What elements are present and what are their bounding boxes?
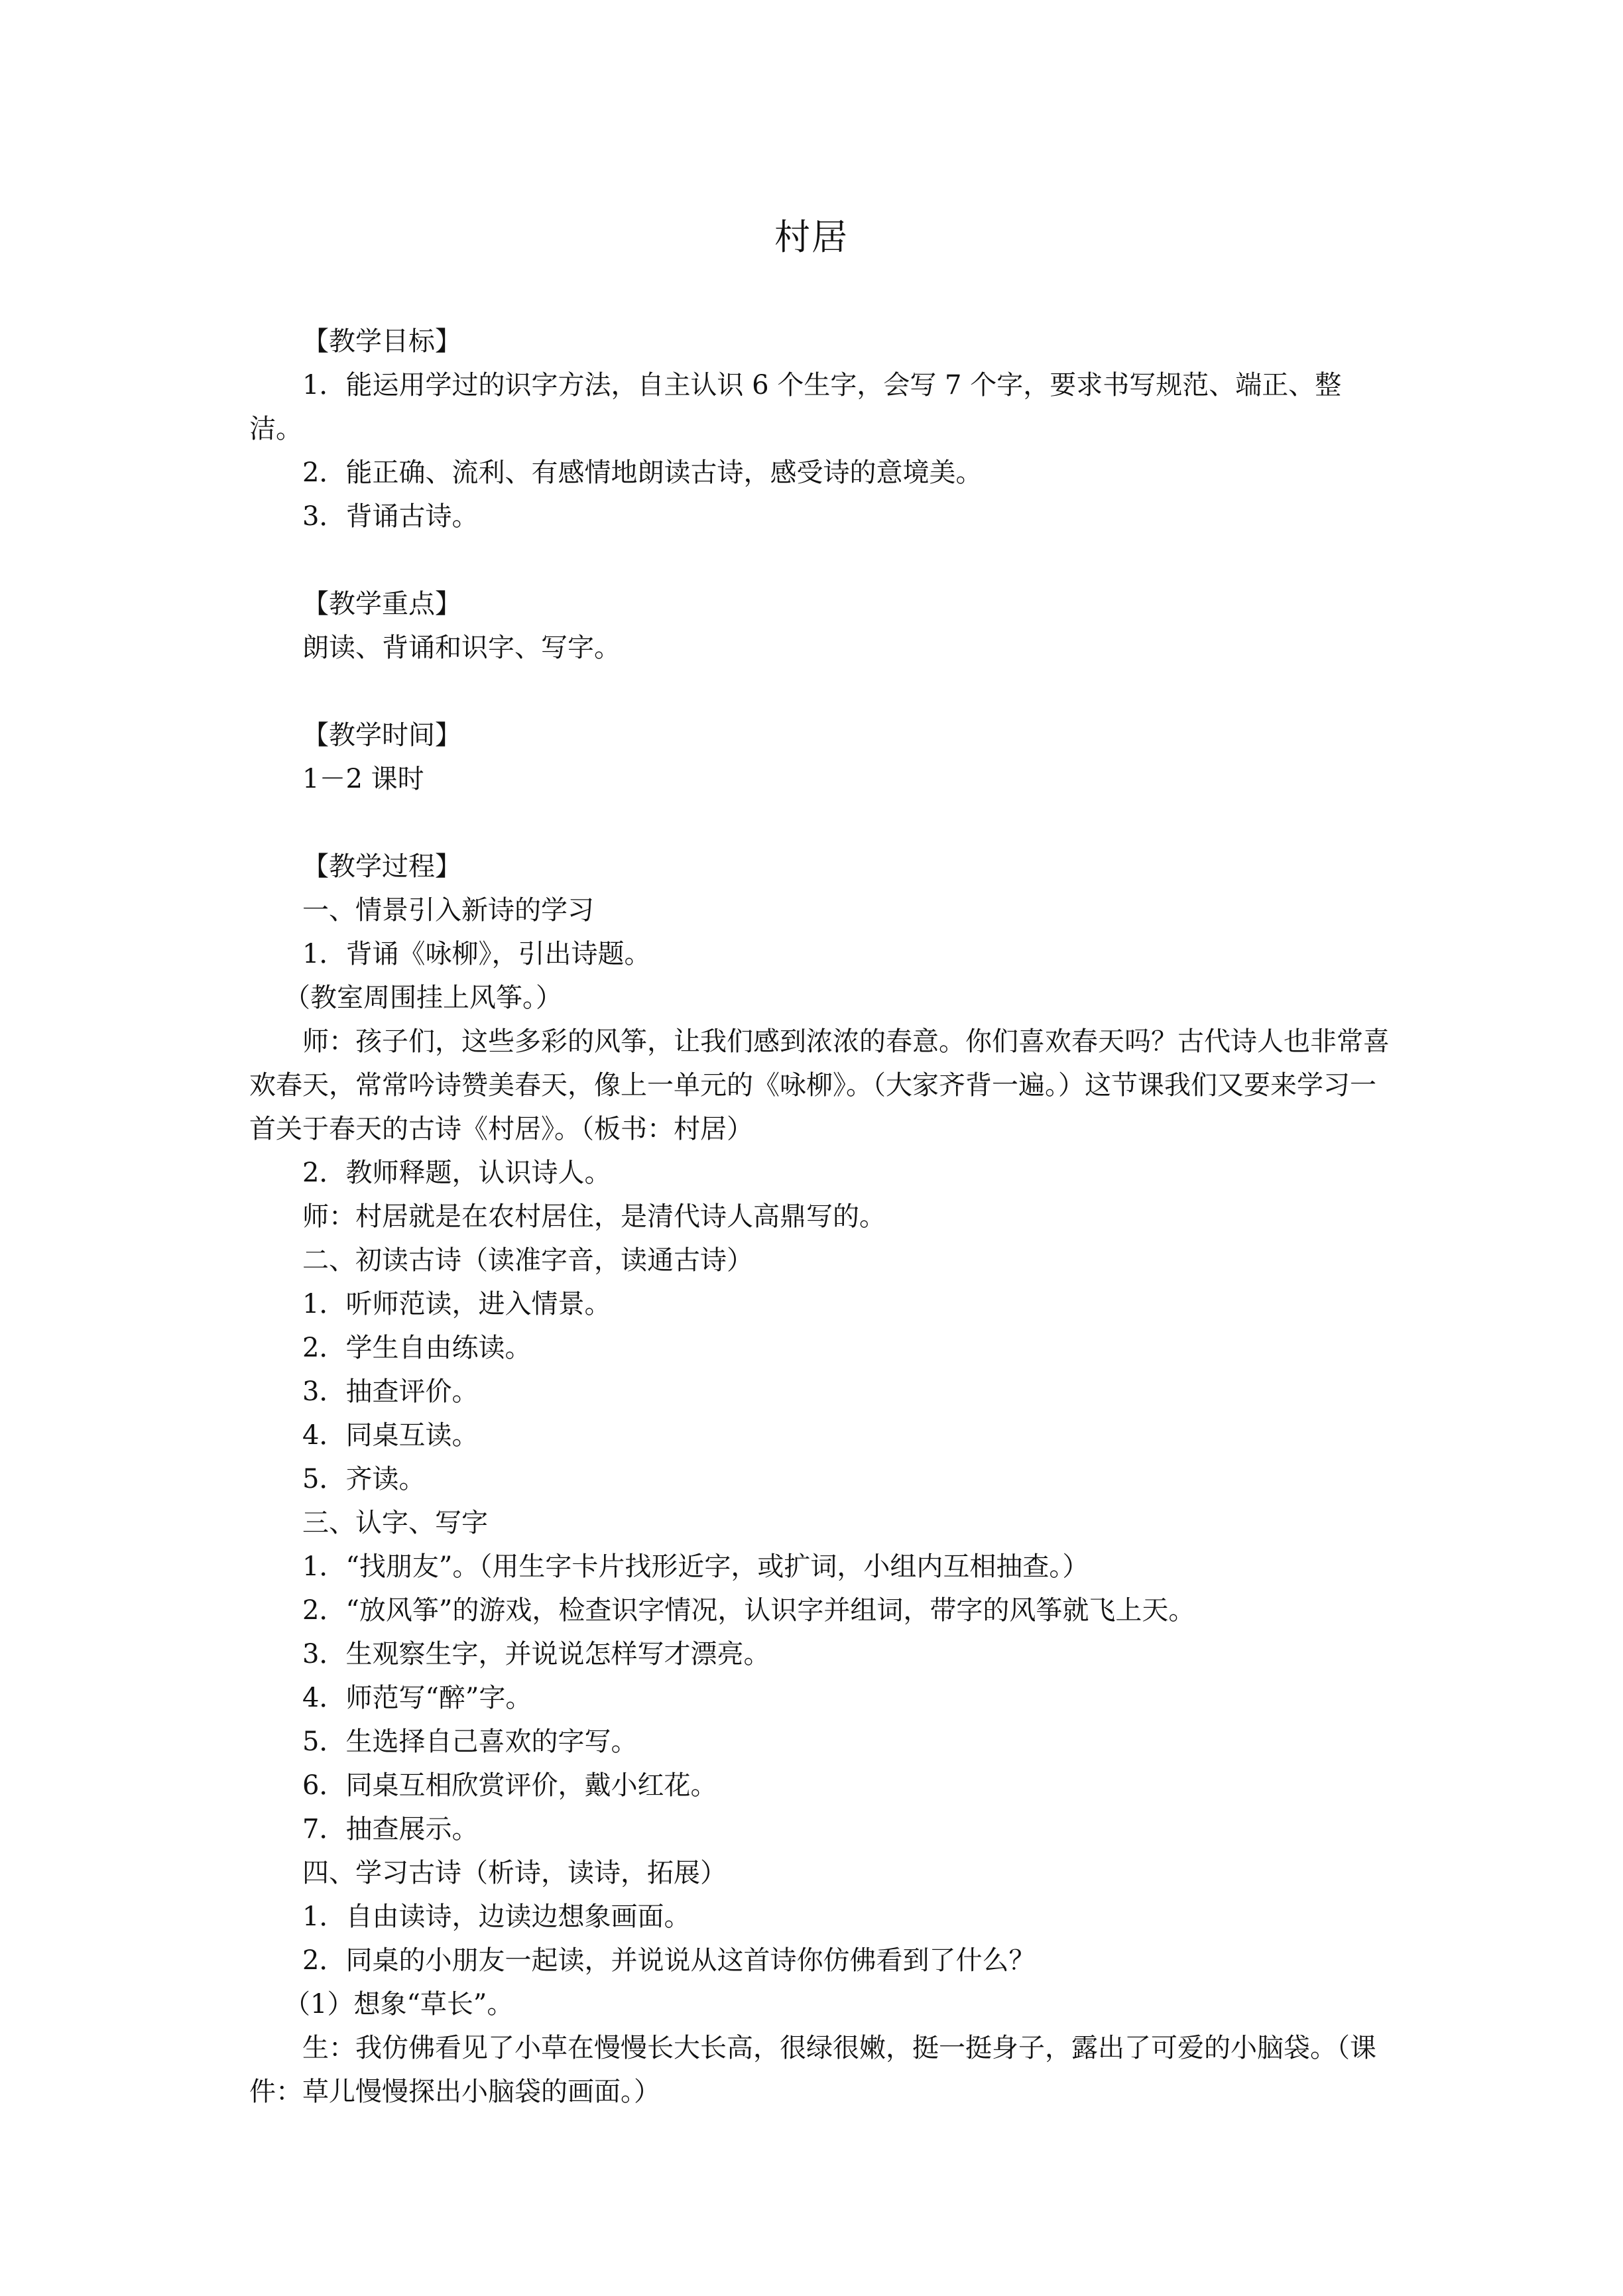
process-line: 5．齐读。 [302,1464,426,1494]
section-spacer [249,538,1390,582]
document-body [249,320,1390,2114]
section-heading-focus: 【教学重点】 [302,589,461,619]
goal-item-1: 1．能运用学过的识字方法，自主认识 6 个生字，会写 7 个字，要求书写规范、端正、整洁。 [249,370,1342,444]
process-line: 1．“找朋友”。（用生字卡片找形近字，或扩词，小组内互相抽查。） [302,1551,1089,1582]
process-line: 7．抽查展示。 [302,1814,479,1844]
process-line: 3．抽查评价。 [302,1376,479,1407]
section-spacer [249,801,1390,845]
process-line: 2．学生自由练读。 [302,1333,532,1363]
goal-item-3: 3．背诵古诗。 [302,501,479,532]
process-line: 2．教师释题，认识诗人。 [302,1158,611,1188]
process-line: 师：村居就是在农村居住，是清代诗人高鼎写的。 [302,1201,886,1232]
process-line: 二、初读古诗（读准字音，读通古诗） [302,1245,753,1276]
process-line: 一、情景引入新诗的学习 [302,895,594,926]
time-text: 1－2 课时 [302,764,424,794]
process-line: 1．自由读诗，边读边想象画面。 [302,1902,691,1932]
goal-item-2: 2．能正确、流利、有感情地朗读古诗，感受诗的意境美。 [302,457,983,488]
process-line: 1．背诵《咏柳》，引出诗题。 [302,939,651,969]
process-line: （1）想象“草长”。 [284,1989,514,2020]
process-line: 四、学习古诗（析诗，读诗，拓展） [302,1858,727,1888]
section-heading-goals: 【教学目标】 [302,326,461,357]
process-paragraph: 生：我仿佛看见了小草在慢慢长大长高，很绿很嫩，挺一挺身子，露出了可爱的小脑袋。（课件：草儿慢慢探出小脑袋的画面。） [249,2033,1376,2107]
focus-text: 朗读、背诵和识字、写字。 [302,633,621,663]
process-paragraph: 师：孩子们，这些多彩的风筝，让我们感到浓浓的春意。你们喜欢春天吗？古代诗人也非常喜欢春天，常常吟诗赞美春天，像上一单元的《咏柳》。（大家齐背一遍。）这节课我们又要来学习一首关于春天的古诗《村居》。（板书：村居） [249,1026,1390,1144]
process-line: 3．生观察生字，并说说怎样写才漂亮。 [302,1639,770,1669]
process-line: 4．同桌互读。 [302,1420,479,1451]
process-line: 6．同桌互相欣赏评价，戴小红花。 [302,1770,717,1801]
process-line: 2．同桌的小朋友一起读，并说说从这首诗你仿佛看到了什么？ [302,1945,1036,1976]
document-title: 村居 [774,216,849,258]
process-line: 2．“放风筝”的游戏，检查识字情况，认识字并组词，带字的风筝就飞上天。 [302,1595,1195,1626]
process-line: 4．师范写“醉”字。 [302,1683,532,1713]
section-heading-time: 【教学时间】 [302,720,461,751]
process-line: 1．听师范读，进入情景。 [302,1289,611,1319]
process-line: （教室周围挂上风筝。） [284,983,562,1013]
process-line: 三、认字、写字 [302,1508,488,1538]
section-heading-process: 【教学过程】 [302,851,461,882]
process-line: 5．生选择自己喜欢的字写。 [302,1726,638,1757]
section-spacer [249,670,1390,713]
